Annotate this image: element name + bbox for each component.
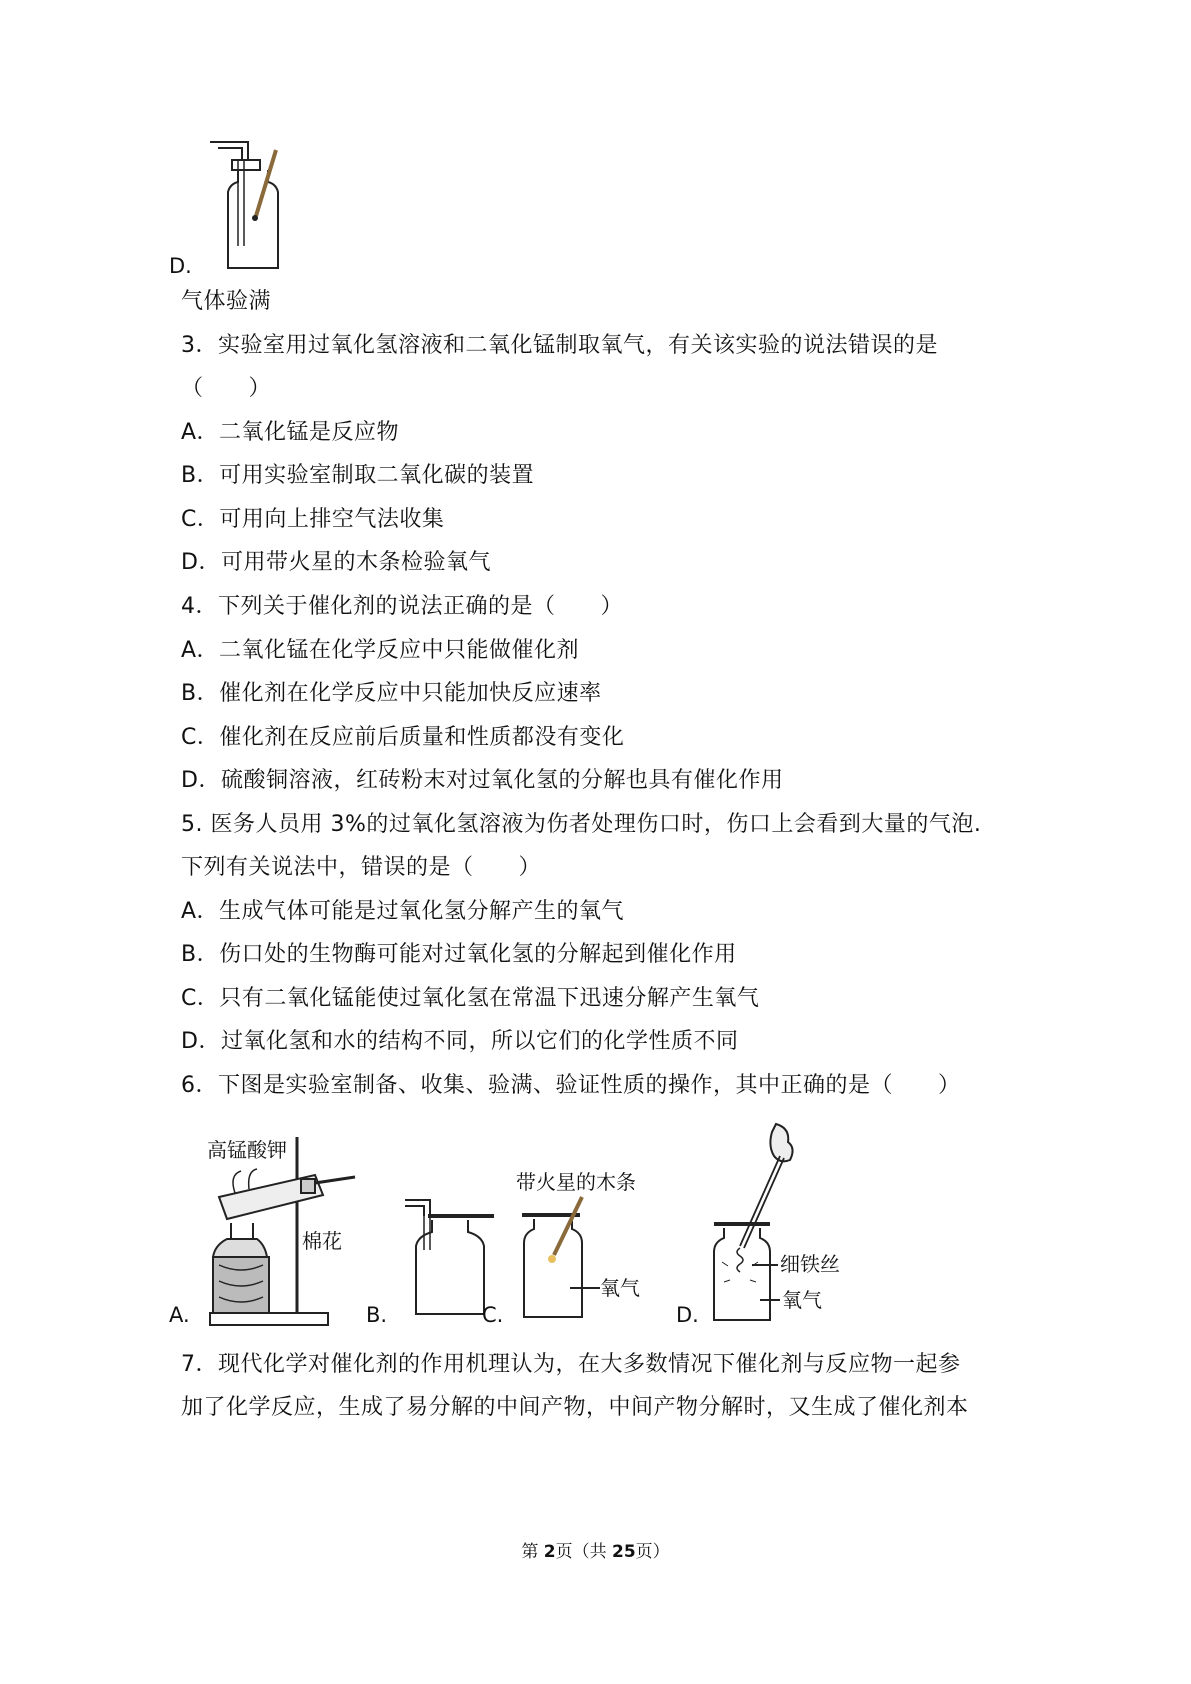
q6-figure-d-leader-wire — [752, 1264, 778, 1266]
q6-figure-c-letter: C. — [482, 1303, 504, 1327]
q6-figure-c-label-top: 带火星的木条 — [516, 1170, 636, 1194]
footer-total-pages: 25 — [611, 1542, 636, 1562]
q7-line1: 7．现代化学对催化剂的作用机理认为，在大多数情况下催化剂与反应物一起参 — [181, 1352, 961, 1377]
q3-option-a: A．二氧化锰是反应物 — [181, 420, 400, 445]
q6-figure-a-letter: A. — [169, 1303, 190, 1327]
collecting-bottle-icon — [402, 1192, 497, 1317]
q6-figure-a-label-top: 高锰酸钾 — [207, 1138, 287, 1162]
q5-option-c: C．只有二氧化锰能使过氧化氢在常温下迅速分解产生氧气 — [181, 986, 760, 1011]
footer-prefix: 第 — [521, 1542, 544, 1562]
q3-option-d: D．可用带火星的木条检验氧气 — [181, 550, 491, 575]
footer-middle: 页（共 — [555, 1542, 612, 1562]
q5-option-a: A．生成气体可能是过氧化氢分解产生的氧气 — [181, 899, 625, 924]
q6-figure-d-label-wire: 细铁丝 — [780, 1252, 840, 1276]
glowing-splint-bottle-icon — [520, 1195, 590, 1320]
q7-line2: 加了化学反应，生成了易分解的中间产物，中间产物分解时，又生成了催化剂本 — [181, 1395, 969, 1420]
q3-option-b: B．可用实验室制取二氧化碳的装置 — [181, 463, 535, 488]
q3-option-c: C．可用向上排空气法收集 — [181, 507, 445, 532]
q5-option-d: D．过氧化氢和水的结构不同，所以它们的化学性质不同 — [181, 1029, 739, 1054]
q3-stem: 3．实验室用过氧化氢溶液和二氧化锰制取氧气，有关该实验的说法错误的是 — [181, 333, 938, 358]
q6-figure-c-label-side: 氧气 — [600, 1276, 640, 1300]
footer-page-number: 2 — [543, 1542, 556, 1562]
q2-option-d-caption: 气体验满 — [181, 289, 272, 314]
q6-figure-c — [520, 1195, 590, 1320]
q6-stem: 6．下图是实验室制备、收集、验满、验证性质的操作，其中正确的是（ ） — [181, 1073, 961, 1098]
q5-stem-line1: 5. 医务人员用 3%的过氧化氢溶液为伤者处理伤口时，伤口上会看到大量的气泡. — [181, 812, 982, 837]
q4-stem: 4．下列关于催化剂的说法正确的是（ ） — [181, 594, 623, 619]
q5-option-b: B．伤口处的生物酶可能对过氧化氢的分解起到催化作用 — [181, 942, 737, 967]
q6-figure-c-leader — [570, 1287, 600, 1289]
page-footer — [0, 1540, 1191, 1564]
q6-figure-a-label-side: 棉花 — [302, 1229, 342, 1253]
q4-option-a: A．二氧化锰在化学反应中只能做催化剂 — [181, 638, 580, 663]
gas-bottle-with-splint-icon — [208, 138, 298, 273]
footer-suffix: 页） — [635, 1542, 670, 1562]
q5-stem-line2: 下列有关说法中，错误的是（ ） — [181, 855, 542, 880]
q4-option-c: C．催化剂在反应前后质量和性质都没有变化 — [181, 725, 625, 750]
q6-figure-d-letter: D. — [676, 1303, 699, 1327]
q2-option-d-figure — [208, 138, 298, 273]
q3-paren: （ ） — [181, 376, 272, 401]
q4-option-d: D．硫酸铜溶液，红砖粉末对过氧化氢的分解也具有催化作用 — [181, 768, 784, 793]
q6-figure-d-label-gas: 氧气 — [782, 1288, 822, 1312]
q6-figure-d-leader-gas — [760, 1299, 780, 1301]
q2-option-d-letter: D. — [169, 254, 192, 278]
q4-option-b: B．催化剂在化学反应中只能加快反应速率 — [181, 681, 602, 706]
q6-figure-b — [402, 1192, 497, 1317]
q6-figure-b-letter: B. — [366, 1303, 388, 1327]
